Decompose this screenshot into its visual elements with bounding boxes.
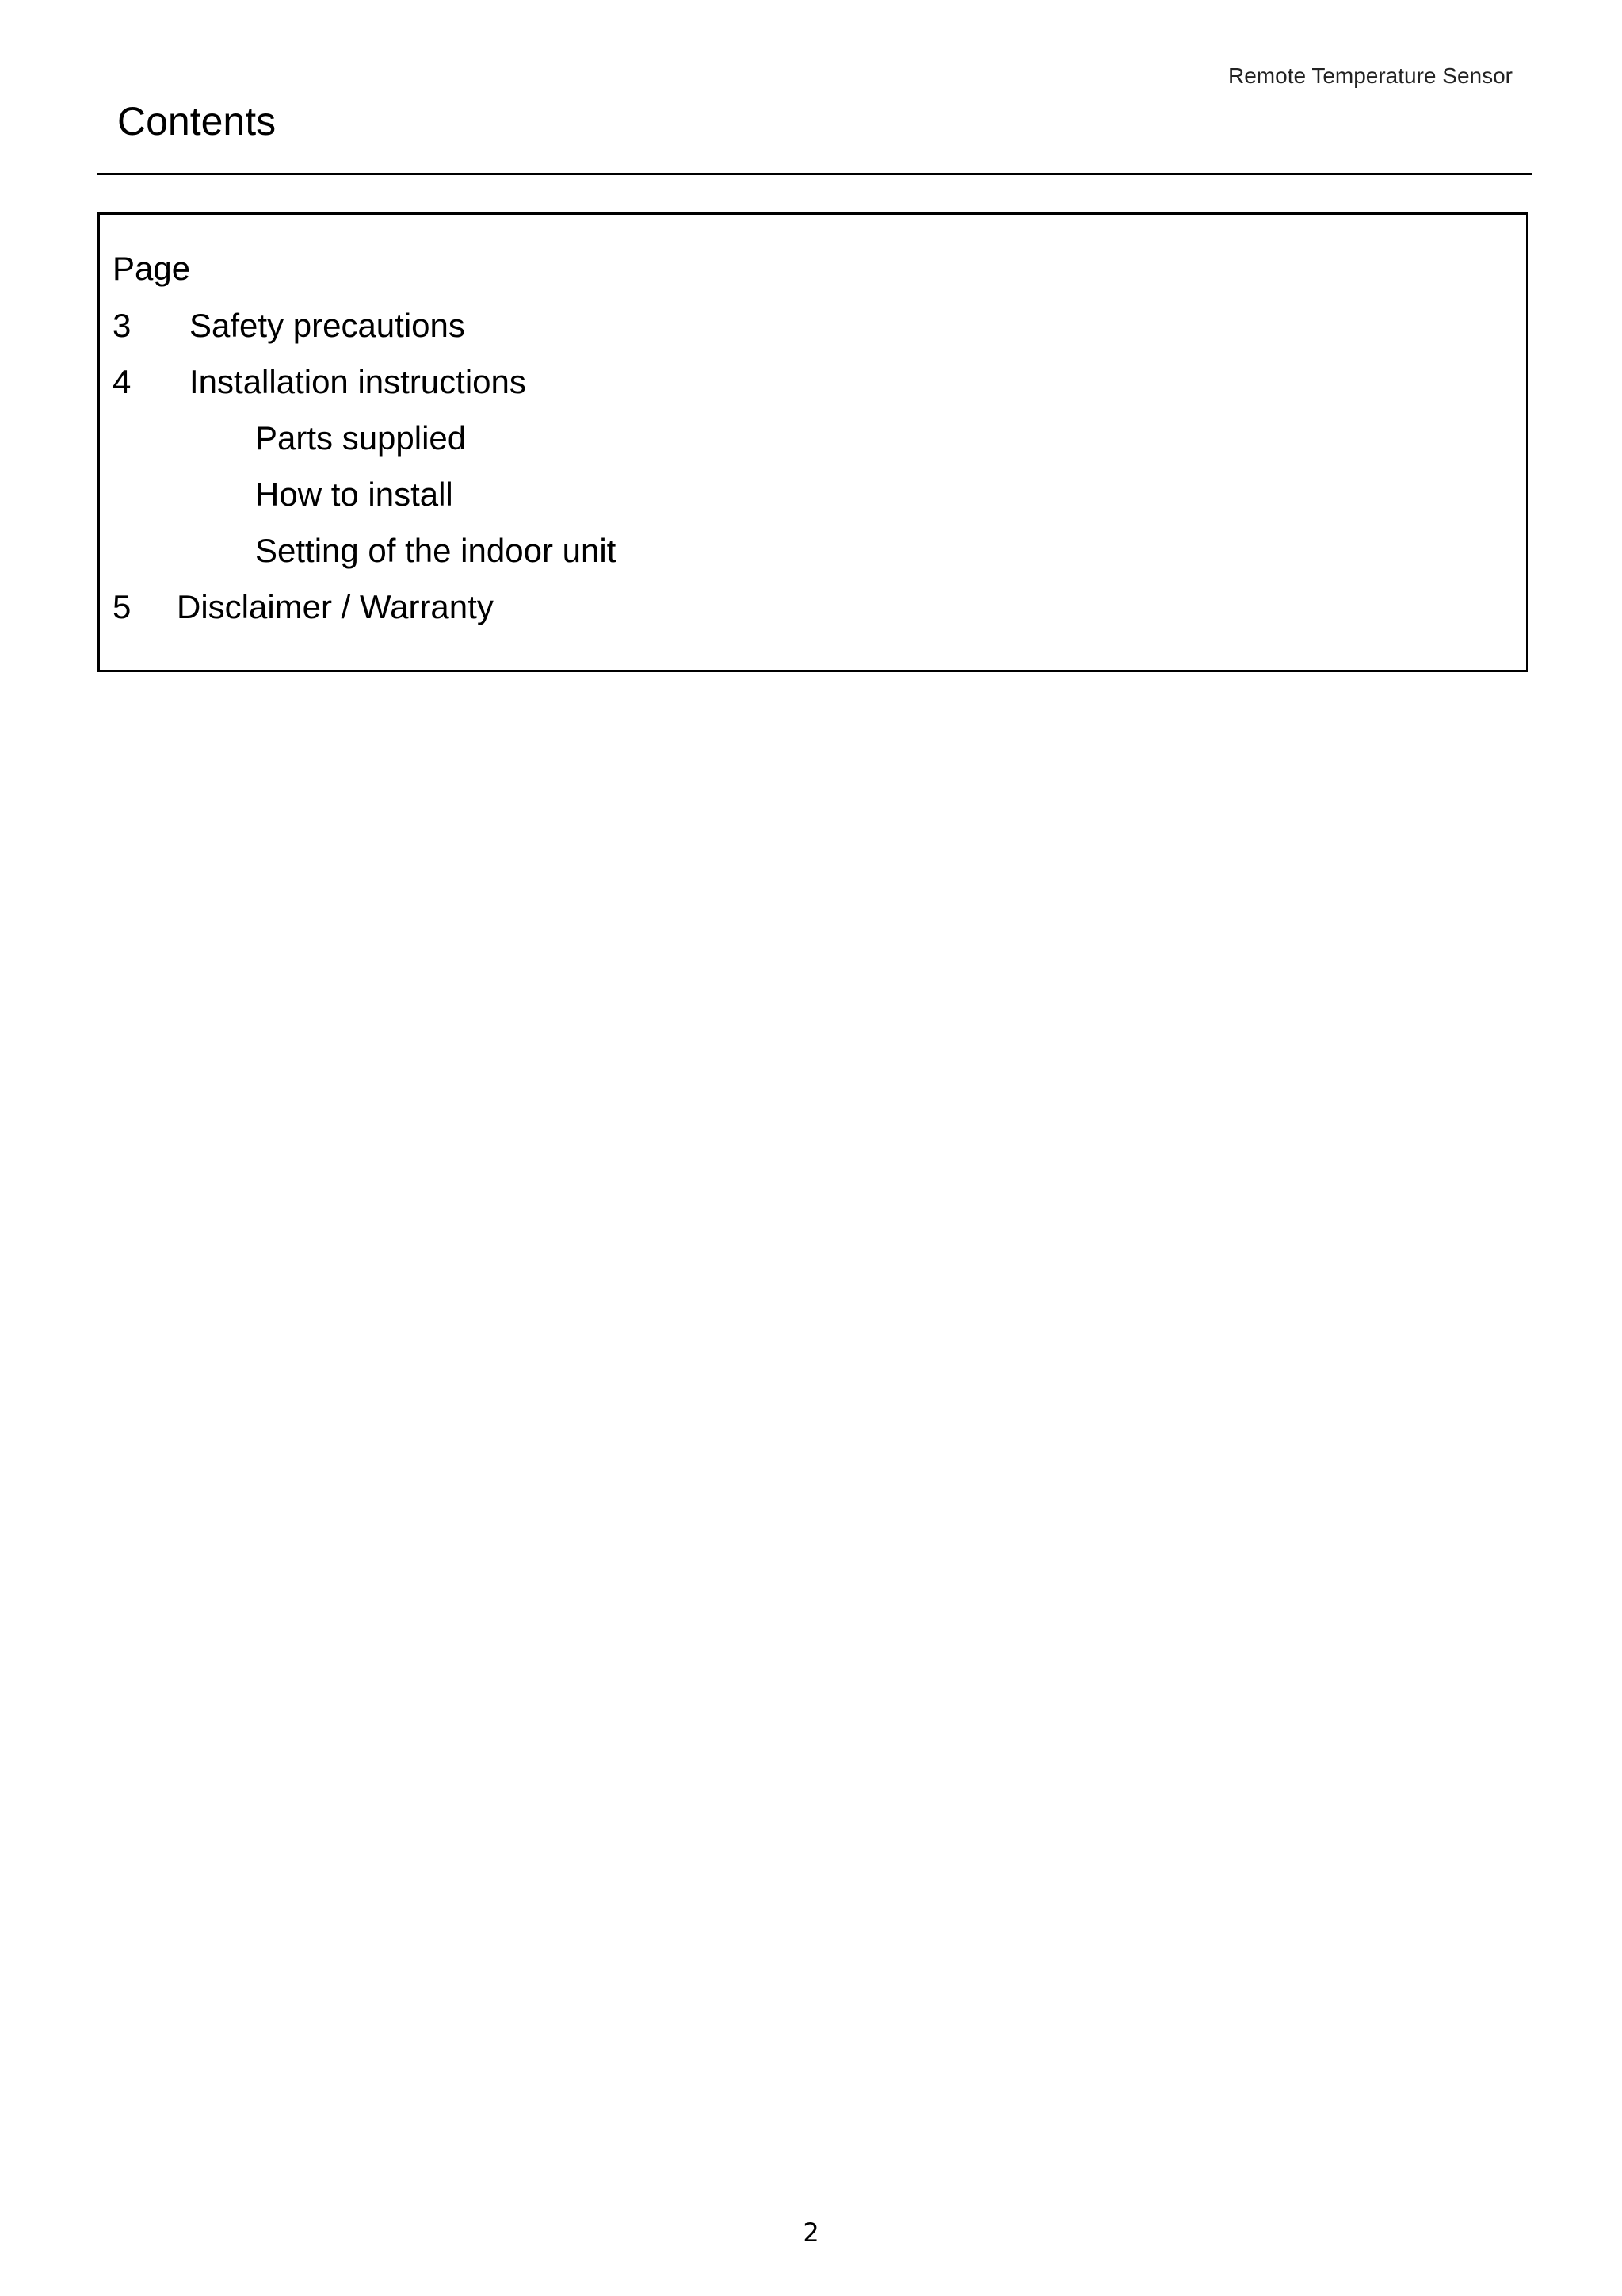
running-header-product-name: Remote Temperature Sensor bbox=[1228, 63, 1513, 88]
toc-entry-label: Disclaimer / Warranty bbox=[177, 588, 494, 625]
toc-subentry-label: Parts supplied bbox=[255, 419, 467, 457]
toc-entry-page-number: 5 bbox=[113, 588, 132, 625]
toc-entry-label: Safety precautions bbox=[189, 307, 465, 344]
toc-entry[interactable] bbox=[113, 588, 494, 626]
toc-subentry-label: How to install bbox=[255, 476, 453, 513]
toc-entry-page-number: 3 bbox=[113, 307, 132, 344]
toc-entry-page-number: 4 bbox=[113, 363, 132, 400]
page-title: Contents bbox=[117, 99, 277, 143]
toc-entry[interactable] bbox=[113, 307, 465, 345]
title-divider bbox=[97, 173, 1532, 175]
toc-subentry[interactable] bbox=[255, 419, 466, 457]
toc-subentry-label: Setting of the indoor unit bbox=[255, 532, 616, 569]
toc-entry-label: Installation instructions bbox=[189, 363, 526, 400]
page-number: 2 bbox=[803, 2218, 819, 2248]
toc-page-column-header: Page bbox=[113, 250, 191, 287]
toc-subentry[interactable] bbox=[255, 476, 453, 514]
table-of-contents bbox=[97, 212, 1528, 672]
toc-subentry[interactable] bbox=[255, 532, 616, 570]
toc-entry[interactable] bbox=[113, 363, 526, 401]
